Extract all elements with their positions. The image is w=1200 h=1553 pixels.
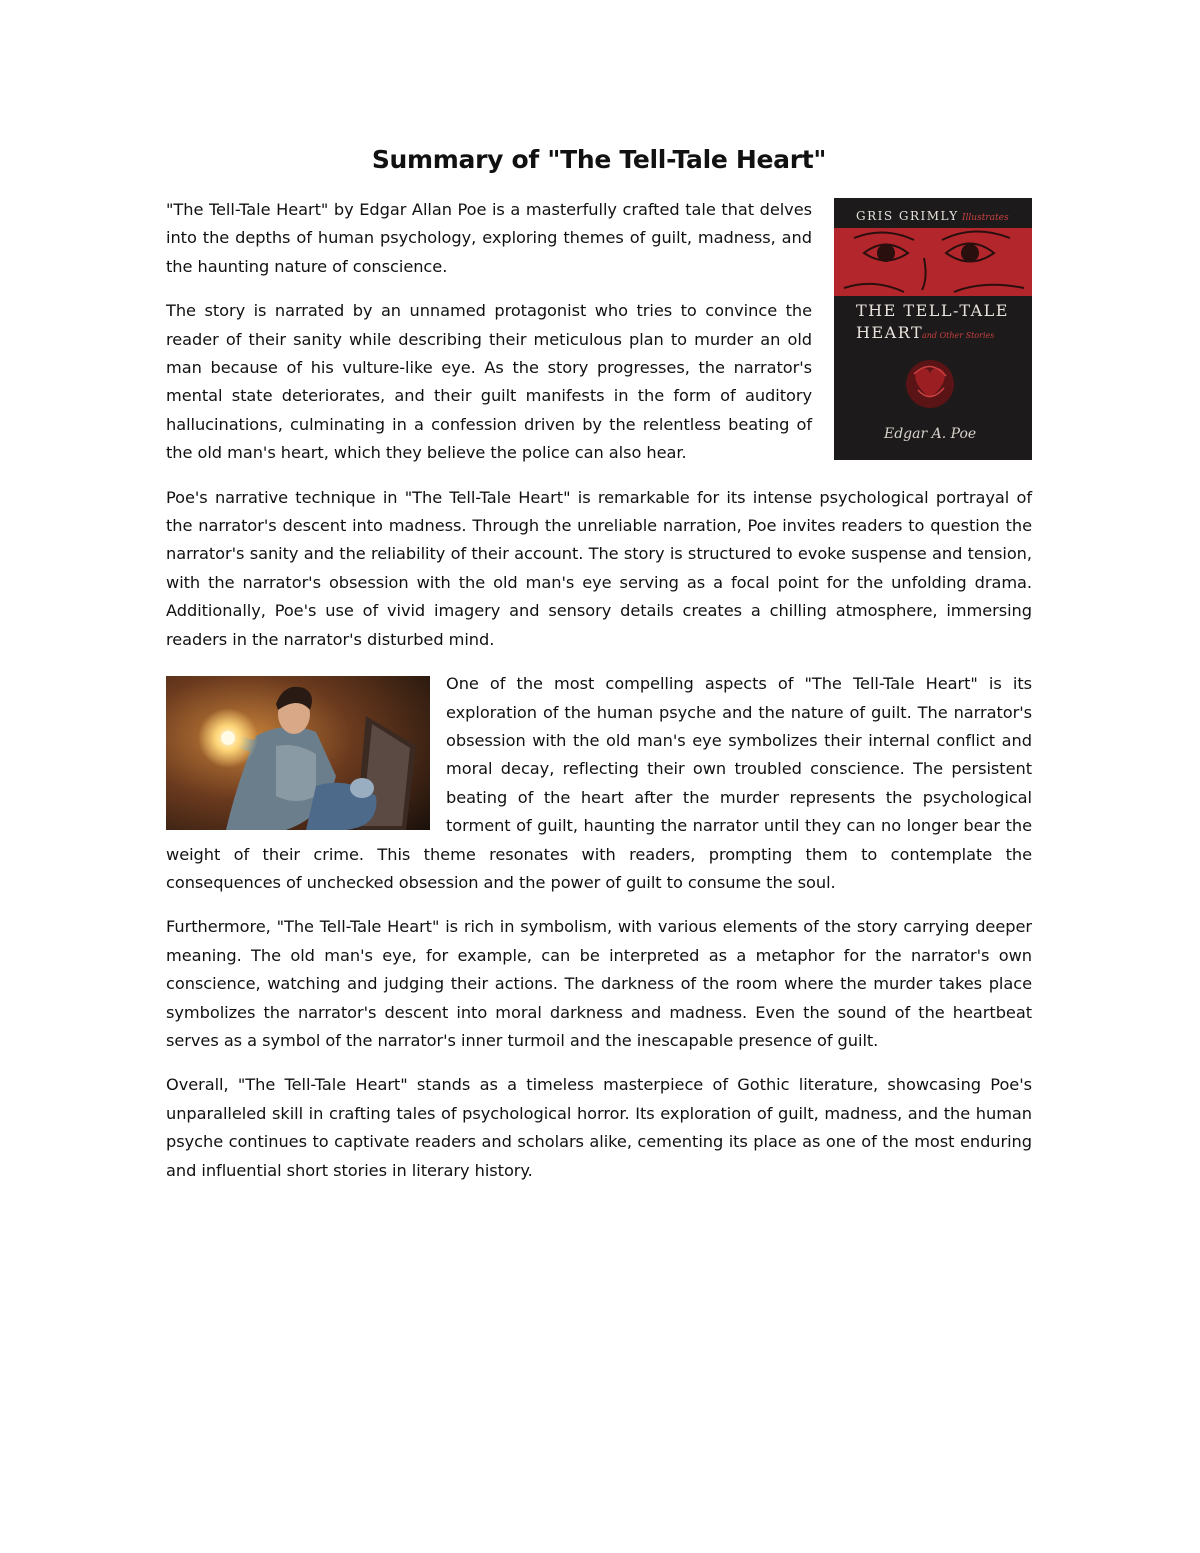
cover-signature: Edgar A. Poe [884, 426, 977, 442]
document-title: Summary of "The Tell-Tale Heart" [371, 145, 827, 174]
paragraph-symbolism: Furthermore, "The Tell-Tale Heart" is rich in symbolism, with various elements of the story carrying deeper meaning. The old man's eye, for example, can be interpreted as a metaphor for the narrator's own conscience, watching and judging their actions. The darkness of the room where the murder takes place symbolizes the narrator's descent into moral darkness and madness. Even the sound of the heartbeat serves as a symbol of the narrator's inner turmoil and the inescapable presence of guilt. [166, 917, 1032, 1050]
paragraph-conclusion: Overall, "The Tell-Tale Heart" stands as a timeless masterpiece of Gothic literature, showcasing Poe's unparalleled skill in crafting tales of psychological horror. Its exploration of guilt, madness, and the human psyche continues to captivate readers and scholars alike, cementing its place as one of the most enduring and influential short stories in literary history. [166, 1075, 1032, 1180]
heart-emblem-icon [906, 360, 954, 408]
cover-title-line1: THE TELL-TALE [856, 301, 1009, 320]
cover-illustrator: GRIS GRIMLY [856, 209, 959, 223]
book-cover-image [834, 198, 1032, 460]
paragraph-psyche: One of the most compelling aspects of "The Tell-Tale Heart" is its exploration of the human psyche and the nature of guilt. The narrator's obsession with the old man's eye symbolizes their internal conflict and moral decay, reflecting their own troubled conscience. The persistent beating of the heart after the murder represents the psychological torment of guilt, haunting the narrator until they can no longer bear the weight of their crime. This theme resonates with readers, prompting them to contemplate the consequences of unchecked obsession and the power of guilt to consume the soul. [166, 674, 1032, 892]
paragraph-technique: Poe's narrative technique in "The Tell-Tale Heart" is remarkable for its intense psychological portrayal of the narrator's descent into madness. Through the unreliable narration, Poe invites readers to question the narrator's sanity and the reliability of their account. The story is structured to evoke suspense and tension, with the narrator's obsession with the old man's eye serving as a focal point for the unfolding drama. Additionally, Poe's use of vivid imagery and sensory details creates a chilling atmosphere, immersing readers in the narrator's disturbed mind. [166, 487, 1032, 649]
cover-illustrator-suffix: Illustrates [962, 213, 1009, 223]
cover-title-suffix: and Other Stories [922, 331, 995, 340]
document-page [166, 140, 1032, 1201]
cover-title-line2: HEART [856, 323, 924, 342]
stage-photo-image [166, 676, 430, 830]
paragraph-plot: The story is narrated by an unnamed protagonist who tries to convince the reader of their sanity while describing their meticulous plan to murder an old man because of his vulture-like eye. As the story progresses, the narrator's mental state deteriorates, and their guilt manifests in the form of auditory hallucinations, culminating in a confession driven by the relentless beating of the old man's heart, which they believe the police can also hear. [166, 301, 812, 463]
paragraph-intro: "The Tell-Tale Heart" by Edgar Allan Poe is a masterfully crafted tale that delves into the depths of human psychology, exploring themes of guilt, madness, and the haunting nature of conscience. [166, 200, 812, 276]
